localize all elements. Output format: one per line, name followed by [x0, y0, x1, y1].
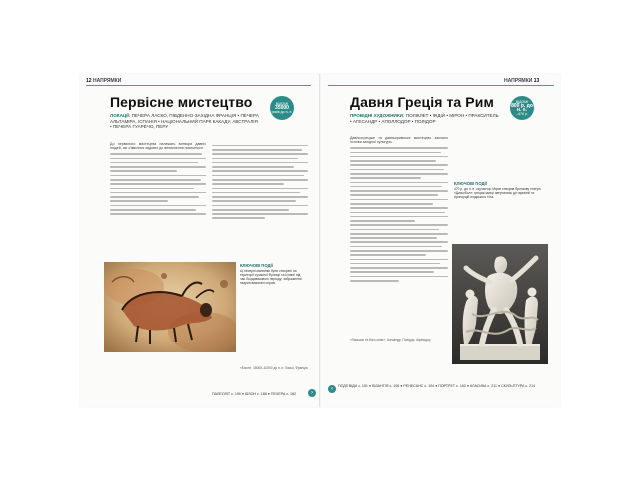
- right-date-badge: [510, 96, 534, 120]
- right-badge-bot: –476 р.: [516, 112, 528, 116]
- right-running-head: [504, 78, 539, 84]
- left-footer-links[interactable]: ПАЛЕОЛІТ с. 190 ● БІЗОН с. 188 ● ПЕЧЕРА с. 182: [212, 392, 297, 396]
- right-sidebar-heading: КЛЮЧОВІ ПОДІЇ: [454, 181, 487, 186]
- right-key-events-box: [454, 182, 550, 199]
- left-key-events-box: [240, 264, 306, 285]
- sculpture-graphic: [452, 244, 548, 364]
- right-page: [324, 74, 562, 407]
- left-badge-bot: років до н. е.: [271, 110, 293, 114]
- right-section-label: НАПРЯМКИ: [504, 78, 533, 84]
- left-badge-top: ВІДОМІ: [275, 102, 289, 106]
- left-key-info: [110, 113, 260, 130]
- right-key-text: ПОЛІКЛЕТ • ФІДІЙ • МІРОН • ПРАКСИТЕЛЬ • АГЕСАНДР • АПОЛЛОДОР • ПОЛІДОР: [350, 113, 499, 124]
- left-sidebar-heading: КЛЮЧОВІ ПОДІЇ: [240, 263, 273, 268]
- cave-painting-graphic: [104, 262, 236, 352]
- laocoon-sculpture-image: [452, 244, 548, 364]
- left-key-text: ПЕЧЕРА ЛАСКО, ПІВДЕННО-ЗАХІДНА ФРАНЦІЯ • ПЕЧЕРА АЛЬТАМІРА, ІСПАНІЯ • НАЦІОНАЛЬНИЙ ПАРК КАКАДУ, АВСТРАЛІЯ • ПЕЧЕРА ГУАРЕЧО, ПЕРУ: [110, 113, 259, 130]
- left-body-para: До первісного мистецтва належать витвори давніх людей, які з’явилися задовго до виникнення писемності.: [110, 142, 206, 151]
- right-key-label: ПРОВІДНІ ХУДОЖНИКИ:: [350, 113, 405, 118]
- left-rule: [86, 85, 311, 86]
- right-footer-links[interactable]: ПОДІЇ ВІДИ с. 151 ● ВІЗАНТІЯ с. 106 ● РЕНЕСАНС с. 104 ● ПОРТРЕТ с. 162 ● КЛАСИКА с. 211 ● СКУЛЬПТУРА с. 214: [338, 384, 536, 388]
- right-rule: [328, 85, 554, 86]
- left-page-title: Первісне мистецтво: [110, 94, 253, 110]
- left-body-col-1: [110, 142, 206, 218]
- right-badge-mid: 800 р. до н. е.: [511, 103, 533, 113]
- left-page: [82, 74, 320, 407]
- left-body-col-2: [212, 142, 308, 222]
- right-body-col-1: [350, 136, 448, 284]
- left-image-caption: «Бізон», 15000–10000 до н. е. Ласко, Франція: [240, 366, 308, 370]
- left-page-number: 12: [86, 78, 92, 84]
- left-key-label: ЛОКАЦІЇ:: [110, 113, 131, 118]
- left-running-head: [86, 78, 121, 84]
- right-badge-top: ВІДОМІ: [515, 100, 529, 104]
- left-date-badge: [270, 96, 294, 120]
- right-page-number: 13: [533, 78, 540, 84]
- left-section-label: НАПРЯМКИ: [92, 78, 122, 84]
- right-prev-arrow-icon[interactable]: ‹: [328, 385, 336, 393]
- right-image-caption: «Лаокоон та його сини». Агесандр, Полідор, Афінодор: [350, 338, 431, 342]
- left-sidebar-text: Ці печерні малюнки були створені на території сучасної Франції та Іспанії під час Льодовикового періоду; зображення тварин виконані охрою.: [240, 269, 302, 286]
- right-sidebar-text: 470 р. до н. е. скульптор Мірон створив бронзову статую «Дискобол»; грецькі митці звертались до гармонії та пропорцій людського тіла.: [454, 187, 541, 200]
- right-key-info: [350, 113, 500, 124]
- left-next-arrow-icon[interactable]: ›: [308, 389, 316, 397]
- cave-painting-image: [104, 262, 236, 352]
- right-page-title: Давня Греція та Рим: [350, 94, 494, 110]
- left-badge-mid: 35000: [275, 105, 289, 111]
- right-body-para: Давньогрецьке та давньоримське мистецтво заклало основи західної культури.: [350, 136, 448, 145]
